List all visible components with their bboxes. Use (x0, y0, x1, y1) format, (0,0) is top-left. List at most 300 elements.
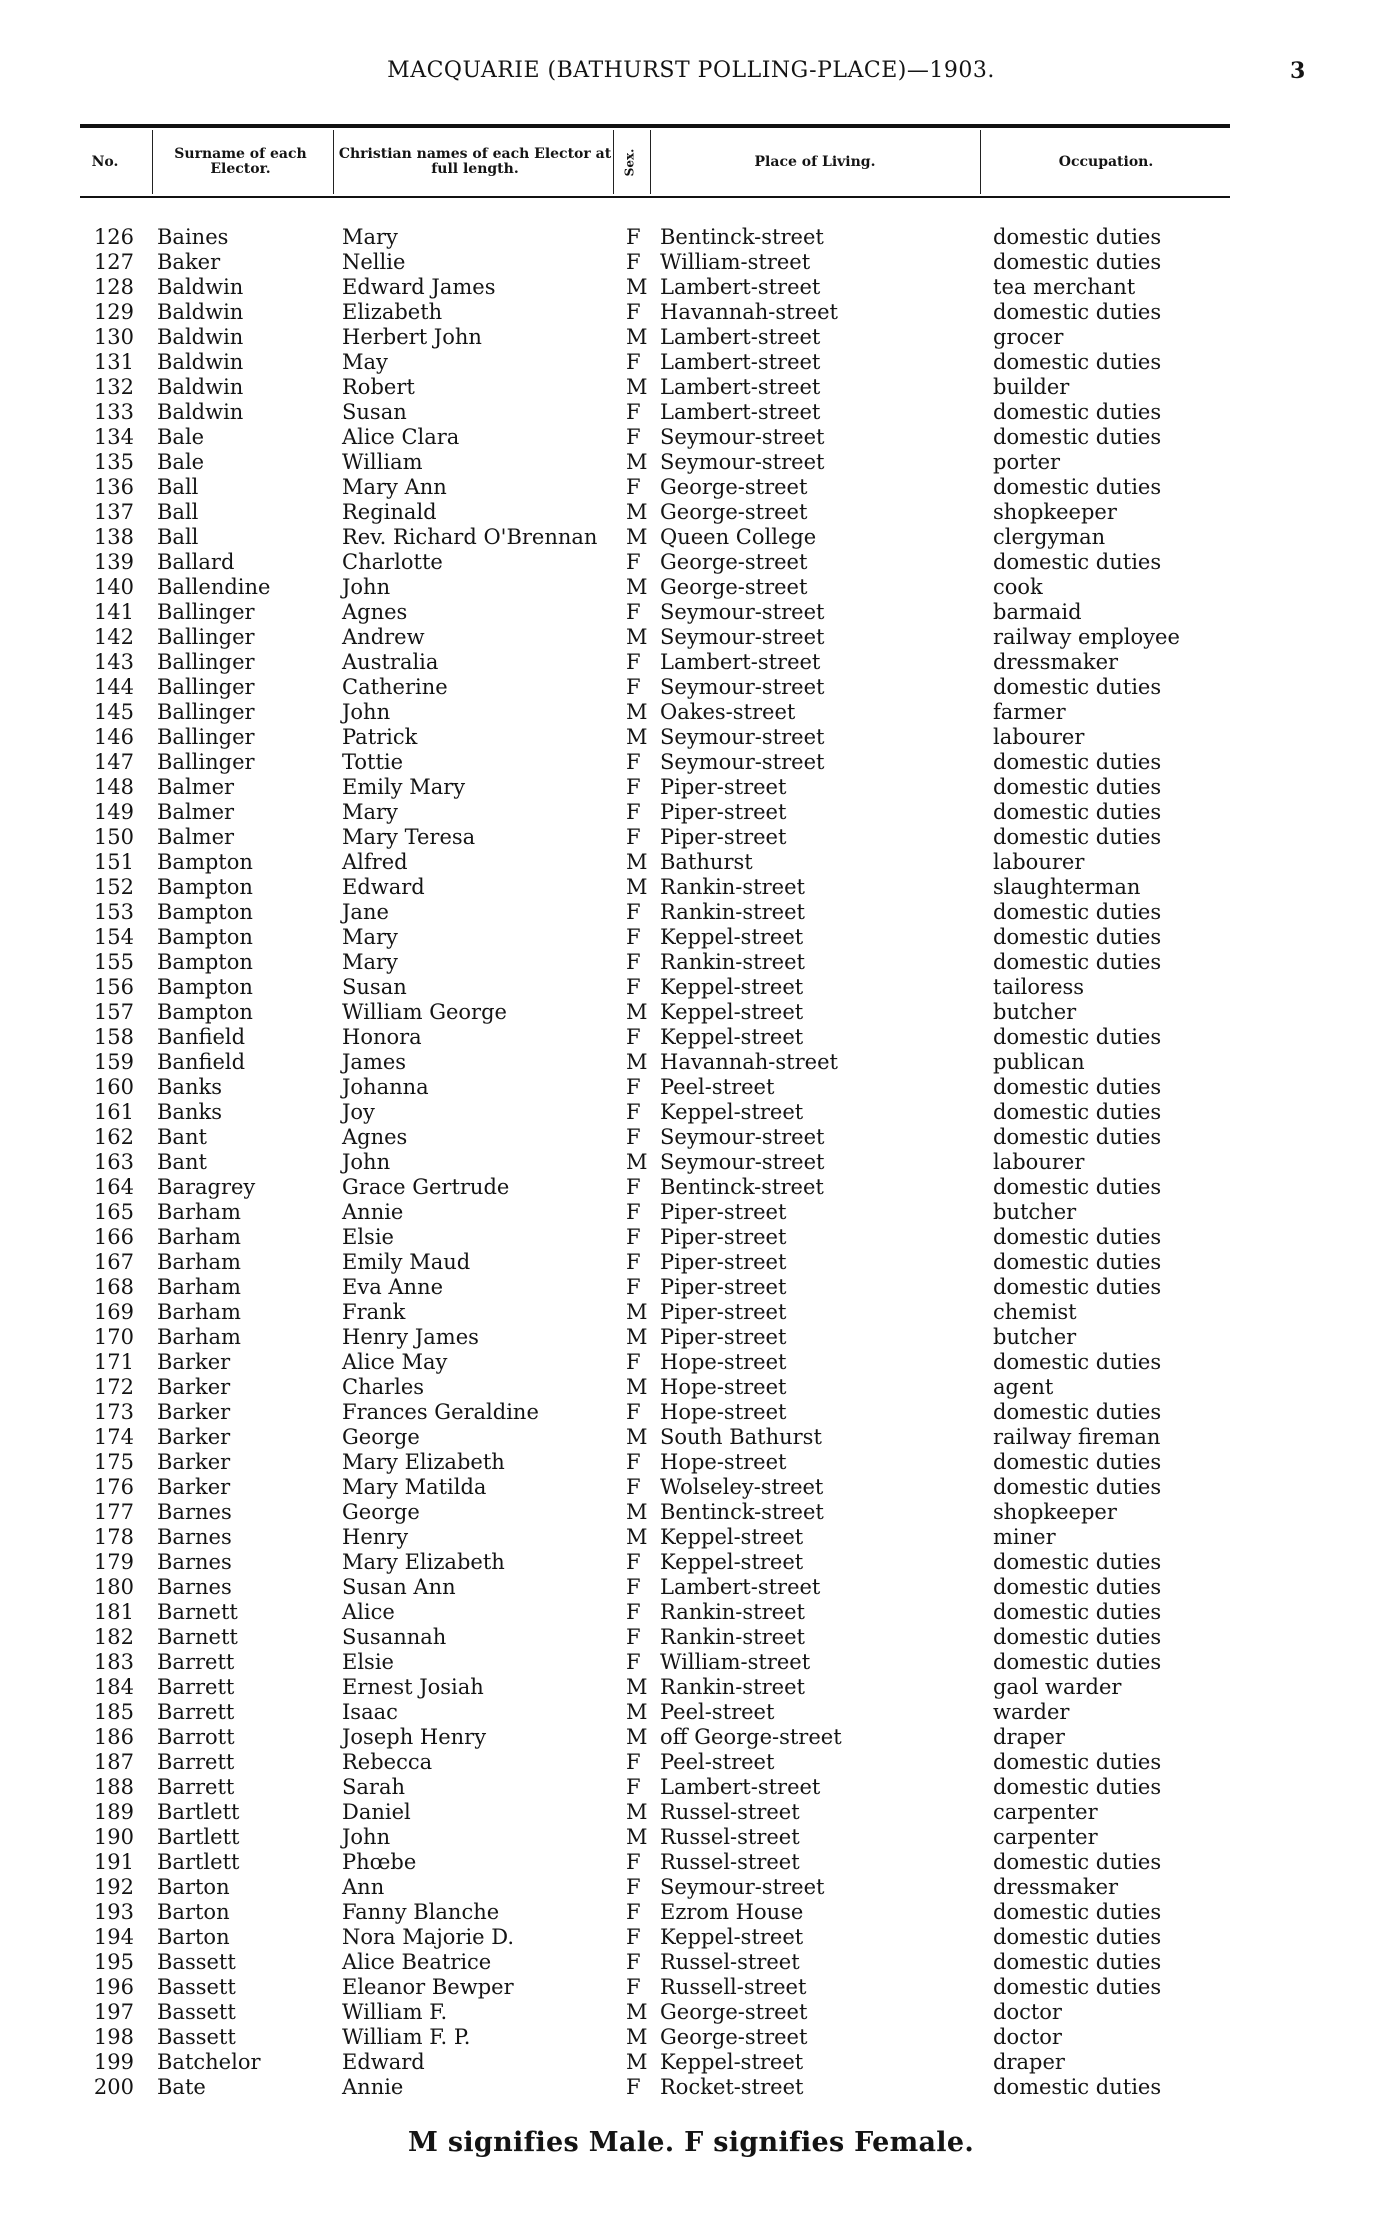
elector-sex: F (626, 1350, 641, 1374)
elector-occupation: domestic duties (993, 1175, 1162, 1199)
elector-number: 163 (93, 1150, 134, 1174)
table-row (0, 1900, 1382, 1925)
elector-christian-names: William George (342, 1000, 507, 1024)
elector-sex: M (626, 575, 648, 599)
elector-surname: Balmer (157, 825, 235, 849)
elector-occupation: domestic duties (993, 1850, 1162, 1874)
elector-surname: Baldwin (157, 375, 244, 399)
elector-place-of-living: Peel-street (660, 1750, 775, 1774)
elector-number: 197 (93, 2000, 134, 2024)
elector-surname: Bale (157, 425, 205, 449)
elector-number: 180 (93, 1575, 134, 1599)
table-row (0, 1500, 1382, 1525)
elector-sex: F (626, 675, 641, 699)
table-row (0, 300, 1382, 325)
elector-occupation: chemist (993, 1300, 1077, 1324)
table-row (0, 225, 1382, 250)
elector-surname: Bassett (157, 1975, 236, 1999)
elector-occupation: domestic duties (993, 1125, 1162, 1149)
table-row (0, 250, 1382, 275)
table-row (0, 475, 1382, 500)
elector-occupation: domestic duties (993, 1225, 1162, 1249)
elector-number: 142 (93, 625, 134, 649)
elector-christian-names: Edward James (342, 275, 496, 299)
elector-occupation: carpenter (993, 1825, 1098, 1849)
elector-christian-names: Tottie (342, 750, 404, 774)
elector-place-of-living: Rocket-street (660, 2075, 804, 2099)
elector-christian-names: Eleanor Bewper (342, 1975, 514, 1999)
elector-christian-names: Emily Mary (342, 775, 466, 799)
elector-sex: F (626, 825, 641, 849)
elector-christian-names: Elsie (342, 1650, 394, 1674)
elector-place-of-living: Rankin-street (660, 900, 805, 924)
elector-christian-names: Phœbe (342, 1850, 417, 1874)
elector-number: 170 (93, 1325, 134, 1349)
table-row (0, 1125, 1382, 1150)
elector-surname: Batchelor (157, 2050, 261, 2074)
elector-occupation: domestic duties (993, 775, 1162, 799)
elector-christian-names: Johanna (342, 1075, 429, 1099)
elector-place-of-living: Piper-street (660, 1200, 787, 1224)
elector-surname: Ballinger (157, 700, 255, 724)
elector-christian-names: Mary (342, 925, 398, 949)
elector-number: 172 (93, 1375, 134, 1399)
elector-place-of-living: Piper-street (660, 800, 787, 824)
table-row (0, 1050, 1382, 1075)
elector-sex: F (626, 1875, 641, 1899)
elector-christian-names: Edward (342, 875, 425, 899)
elector-sex: F (626, 425, 641, 449)
elector-place-of-living: Rankin-street (660, 950, 805, 974)
elector-christian-names: Honora (342, 1025, 422, 1049)
table-row (0, 275, 1382, 300)
table-row (0, 1225, 1382, 1250)
table-row (0, 1625, 1382, 1650)
elector-number: 179 (93, 1550, 134, 1574)
elector-surname: Baldwin (157, 275, 244, 299)
elector-surname: Barham (157, 1225, 241, 1249)
elector-occupation: domestic duties (993, 550, 1162, 574)
elector-occupation: domestic duties (993, 1925, 1162, 1949)
elector-occupation: domestic duties (993, 425, 1162, 449)
elector-occupation: gaol warder (993, 1675, 1122, 1699)
elector-number: 186 (93, 1725, 134, 1749)
elector-christian-names: Charlotte (342, 550, 443, 574)
elector-christian-names: Herbert John (342, 325, 482, 349)
elector-place-of-living: Lambert-street (660, 275, 821, 299)
elector-christian-names: Nora Majorie D. (342, 1925, 515, 1949)
elector-christian-names: Susan (342, 400, 407, 424)
elector-number: 189 (93, 1800, 134, 1824)
elector-sex: F (626, 400, 641, 424)
elector-place-of-living: Lambert-street (660, 1775, 821, 1799)
elector-place-of-living: Bentinck-street (660, 1500, 824, 1524)
elector-surname: Bate (157, 2075, 206, 2099)
elector-number: 131 (93, 350, 134, 374)
page-title: MACQUARIE (BATHURST POLLING-PLACE)—1903. (387, 58, 995, 83)
elector-occupation: labourer (993, 1150, 1085, 1174)
elector-occupation: domestic duties (993, 1775, 1162, 1799)
elector-christian-names: Ann (342, 1875, 385, 1899)
elector-occupation: domestic duties (993, 475, 1162, 499)
elector-place-of-living: Russel-street (660, 1825, 800, 1849)
elector-surname: Bartlett (157, 1800, 240, 1824)
elector-number: 165 (93, 1200, 134, 1224)
elector-sex: F (626, 1475, 641, 1499)
table-row (0, 1550, 1382, 1575)
elector-sex: M (626, 1050, 648, 1074)
elector-place-of-living: Piper-street (660, 1275, 787, 1299)
elector-christian-names: Alice Beatrice (342, 1950, 492, 1974)
elector-sex: F (626, 1225, 641, 1249)
elector-surname: Bartlett (157, 1825, 240, 1849)
table-row (0, 2075, 1382, 2100)
table-row (0, 600, 1382, 625)
table-row (0, 2050, 1382, 2075)
elector-christian-names: Frances Geraldine (342, 1400, 539, 1424)
elector-christian-names: Joseph Henry (342, 1725, 487, 1749)
elector-place-of-living: Lambert-street (660, 400, 821, 424)
elector-surname: Ball (157, 475, 199, 499)
elector-sex: M (626, 1150, 648, 1174)
footer-note: M signifies Male. F signifies Female. (407, 2127, 975, 2158)
elector-sex: F (626, 1600, 641, 1624)
elector-place-of-living: Seymour-street (660, 750, 825, 774)
elector-place-of-living: Wolseley-street (660, 1475, 824, 1499)
elector-surname: Barnes (157, 1500, 232, 1524)
elector-place-of-living: Seymour-street (660, 675, 825, 699)
elector-christian-names: Mary Elizabeth (342, 1450, 505, 1474)
elector-sex: F (626, 1975, 641, 1999)
elector-occupation: agent (993, 1375, 1054, 1399)
elector-christian-names: Daniel (342, 1800, 411, 1824)
elector-number: 155 (93, 950, 134, 974)
elector-place-of-living: Piper-street (660, 775, 787, 799)
elector-occupation: labourer (993, 850, 1085, 874)
elector-occupation: domestic duties (993, 950, 1162, 974)
elector-sex: M (626, 1375, 648, 1399)
elector-sex: F (626, 1075, 641, 1099)
elector-occupation: grocer (993, 325, 1064, 349)
header-occupation: Occupation. (980, 130, 1231, 194)
elector-occupation: domestic duties (993, 750, 1162, 774)
table-row (0, 325, 1382, 350)
elector-occupation: domestic duties (993, 1100, 1162, 1124)
table-row (0, 1750, 1382, 1775)
elector-occupation: domestic duties (993, 1350, 1162, 1374)
elector-occupation: publican (993, 1050, 1085, 1074)
elector-occupation: domestic duties (993, 1475, 1162, 1499)
elector-occupation: dressmaker (993, 1875, 1119, 1899)
elector-place-of-living: Rankin-street (660, 1625, 805, 1649)
elector-sex: F (626, 750, 641, 774)
elector-number: 198 (93, 2025, 134, 2049)
elector-christian-names: Patrick (342, 725, 418, 749)
elector-surname: Ballinger (157, 675, 255, 699)
elector-occupation: domestic duties (993, 1400, 1162, 1424)
elector-occupation: domestic duties (993, 1250, 1162, 1274)
elector-surname: Barnes (157, 1550, 232, 1574)
elector-christian-names: Annie (342, 2075, 404, 2099)
elector-surname: Barrett (157, 1700, 235, 1724)
elector-sex: F (626, 1400, 641, 1424)
elector-christian-names: Agnes (342, 600, 408, 624)
table-row (0, 450, 1382, 475)
elector-sex: M (626, 525, 648, 549)
table-row (0, 1300, 1382, 1325)
table-row (0, 375, 1382, 400)
elector-christian-names: Agnes (342, 1125, 408, 1149)
elector-surname: Barker (157, 1475, 231, 1499)
elector-place-of-living: Russel-street (660, 1800, 800, 1824)
table-row (0, 1825, 1382, 1850)
elector-surname: Bampton (157, 975, 253, 999)
elector-christian-names: Susannah (342, 1625, 447, 1649)
table-row (0, 2000, 1382, 2025)
elector-surname: Ballendine (157, 575, 271, 599)
elector-sex: M (626, 2000, 648, 2024)
elector-christian-names: Mary Elizabeth (342, 1550, 505, 1574)
elector-christian-names: Robert (342, 375, 415, 399)
elector-sex: M (626, 850, 648, 874)
elector-surname: Bartlett (157, 1850, 240, 1874)
elector-number: 159 (93, 1050, 134, 1074)
elector-sex: M (626, 2050, 648, 2074)
elector-sex: F (626, 775, 641, 799)
elector-sex: M (626, 1725, 648, 1749)
elector-surname: Ball (157, 500, 199, 524)
page-number: 3 (1290, 58, 1306, 84)
elector-place-of-living: Bathurst (660, 850, 753, 874)
elector-surname: Ball (157, 525, 199, 549)
elector-number: 158 (93, 1025, 134, 1049)
elector-christian-names: Mary (342, 225, 398, 249)
elector-number: 184 (93, 1675, 134, 1699)
elector-surname: Ballinger (157, 625, 255, 649)
elector-number: 185 (93, 1700, 134, 1724)
elector-place-of-living: George-street (660, 475, 808, 499)
elector-place-of-living: Keppel-street (660, 1550, 804, 1574)
table-row (0, 1075, 1382, 1100)
elector-occupation: domestic duties (993, 300, 1162, 324)
elector-number: 157 (93, 1000, 134, 1024)
elector-place-of-living: Havannah-street (660, 1050, 838, 1074)
elector-christian-names: John (342, 1150, 391, 1174)
elector-place-of-living: Lambert-street (660, 375, 821, 399)
elector-number: 168 (93, 1275, 134, 1299)
elector-sex: F (626, 300, 641, 324)
elector-surname: Baldwin (157, 350, 244, 374)
elector-place-of-living: Seymour-street (660, 600, 825, 624)
elector-christian-names: John (342, 575, 391, 599)
elector-christian-names: Frank (342, 1300, 406, 1324)
elector-number: 176 (93, 1475, 134, 1499)
elector-sex: F (626, 800, 641, 824)
elector-sex: F (626, 225, 641, 249)
elector-place-of-living: George-street (660, 500, 808, 524)
elector-occupation: draper (993, 1725, 1065, 1749)
table-row (0, 1000, 1382, 1025)
table-row (0, 1450, 1382, 1475)
table-row (0, 1875, 1382, 1900)
elector-surname: Bampton (157, 875, 253, 899)
elector-surname: Bassett (157, 2000, 236, 2024)
table-row (0, 1950, 1382, 1975)
elector-surname: Barham (157, 1200, 241, 1224)
elector-place-of-living: William-street (660, 250, 811, 274)
elector-number: 183 (93, 1650, 134, 1674)
elector-place-of-living: Lambert-street (660, 350, 821, 374)
elector-number: 133 (93, 400, 134, 424)
elector-christian-names: Sarah (342, 1775, 405, 1799)
elector-christian-names: Alice May (342, 1350, 448, 1374)
elector-christian-names: Mary Teresa (342, 825, 476, 849)
table-row (0, 625, 1382, 650)
elector-occupation: railway fireman (993, 1425, 1161, 1449)
table-row (0, 1975, 1382, 2000)
elector-place-of-living: Hope-street (660, 1375, 787, 1399)
elector-surname: Balmer (157, 775, 235, 799)
elector-occupation: builder (993, 375, 1070, 399)
elector-number: 138 (93, 525, 134, 549)
elector-sex: F (626, 475, 641, 499)
elector-surname: Bant (157, 1150, 207, 1174)
elector-sex: F (626, 1025, 641, 1049)
elector-occupation: domestic duties (993, 675, 1162, 699)
table-row (0, 1650, 1382, 1675)
elector-sex: F (626, 1450, 641, 1474)
elector-occupation: domestic duties (993, 925, 1162, 949)
elector-sex: M (626, 450, 648, 474)
elector-occupation: farmer (993, 700, 1066, 724)
elector-occupation: railway employee (993, 625, 1180, 649)
elector-place-of-living: Lambert-street (660, 1575, 821, 1599)
elector-occupation: domestic duties (993, 1625, 1162, 1649)
elector-sex: F (626, 250, 641, 274)
elector-christian-names: William F. P. (342, 2025, 471, 2049)
elector-christian-names: Rev. Richard O'Brennan (342, 525, 598, 549)
elector-surname: Barnes (157, 1575, 232, 1599)
elector-surname: Ballinger (157, 600, 255, 624)
table-row (0, 1675, 1382, 1700)
elector-place-of-living: George-street (660, 2025, 808, 2049)
elector-number: 151 (93, 850, 134, 874)
elector-surname: Baker (157, 250, 221, 274)
elector-sex: F (626, 1250, 641, 1274)
table-row (0, 1425, 1382, 1450)
elector-sex: M (626, 500, 648, 524)
elector-christian-names: William (342, 450, 423, 474)
table-row (0, 975, 1382, 1000)
elector-occupation: domestic duties (993, 1550, 1162, 1574)
elector-sex: M (626, 1500, 648, 1524)
elector-number: 145 (93, 700, 134, 724)
elector-occupation: domestic duties (993, 1975, 1162, 1999)
table-row (0, 1600, 1382, 1625)
elector-number: 175 (93, 1450, 134, 1474)
elector-place-of-living: off George-street (660, 1725, 842, 1749)
elector-surname: Baldwin (157, 325, 244, 349)
elector-occupation: clergyman (993, 525, 1106, 549)
elector-surname: Ballard (157, 550, 235, 574)
table-row (0, 775, 1382, 800)
elector-place-of-living: Seymour-street (660, 425, 825, 449)
elector-christian-names: Mary Ann (342, 475, 447, 499)
elector-occupation: domestic duties (993, 1275, 1162, 1299)
elector-christian-names: Alice Clara (342, 425, 460, 449)
elector-christian-names: George (342, 1500, 420, 1524)
elector-surname: Banfield (157, 1025, 246, 1049)
elector-place-of-living: Hope-street (660, 1400, 787, 1424)
elector-sex: M (626, 1425, 648, 1449)
elector-surname: Banks (157, 1075, 222, 1099)
elector-place-of-living: Seymour-street (660, 625, 825, 649)
elector-occupation: shopkeeper (993, 1500, 1117, 1524)
elector-surname: Barham (157, 1275, 241, 1299)
elector-christian-names: Susan (342, 975, 407, 999)
elector-occupation: miner (993, 1525, 1056, 1549)
elector-occupation: domestic duties (993, 1750, 1162, 1774)
elector-sex: M (626, 725, 648, 749)
header-place: Place of Living. (650, 130, 979, 194)
elector-sex: M (626, 1300, 648, 1324)
elector-number: 130 (93, 325, 134, 349)
elector-number: 174 (93, 1425, 134, 1449)
elector-occupation: domestic duties (993, 900, 1162, 924)
elector-christian-names: Annie (342, 1200, 404, 1224)
elector-number: 193 (93, 1900, 134, 1924)
elector-surname: Barton (157, 1875, 230, 1899)
table-row (0, 350, 1382, 375)
elector-occupation: domestic duties (993, 225, 1162, 249)
elector-surname: Bale (157, 450, 205, 474)
elector-sex: F (626, 1925, 641, 1949)
header-sex (613, 130, 646, 194)
elector-christian-names: Joy (342, 1100, 375, 1124)
table-row (0, 650, 1382, 675)
elector-surname: Barrett (157, 1775, 235, 1799)
elector-christian-names: James (342, 1050, 407, 1074)
elector-number: 195 (93, 1950, 134, 1974)
elector-sex: F (626, 1750, 641, 1774)
table-top-rule (80, 124, 1230, 128)
elector-place-of-living: Bentinck-street (660, 1175, 824, 1199)
elector-sex: F (626, 1275, 641, 1299)
table-row (0, 1925, 1382, 1950)
table-row (0, 1775, 1382, 1800)
elector-surname: Bant (157, 1125, 207, 1149)
elector-christian-names: Emily Maud (342, 1250, 471, 1274)
elector-number: 154 (93, 925, 134, 949)
table-row (0, 1250, 1382, 1275)
elector-sex: F (626, 925, 641, 949)
elector-sex: F (626, 1175, 641, 1199)
elector-surname: Ballinger (157, 725, 255, 749)
elector-christian-names: William F. (342, 2000, 448, 2024)
elector-surname: Barker (157, 1450, 231, 1474)
elector-number: 152 (93, 875, 134, 899)
elector-number: 156 (93, 975, 134, 999)
elector-sex: F (626, 600, 641, 624)
elector-number: 135 (93, 450, 134, 474)
elector-occupation: carpenter (993, 1800, 1098, 1824)
elector-occupation: domestic duties (993, 1450, 1162, 1474)
elector-christian-names: May (342, 350, 388, 374)
elector-sex: M (626, 1700, 648, 1724)
elector-number: 140 (93, 575, 134, 599)
elector-surname: Ballinger (157, 650, 255, 674)
elector-surname: Baldwin (157, 400, 244, 424)
